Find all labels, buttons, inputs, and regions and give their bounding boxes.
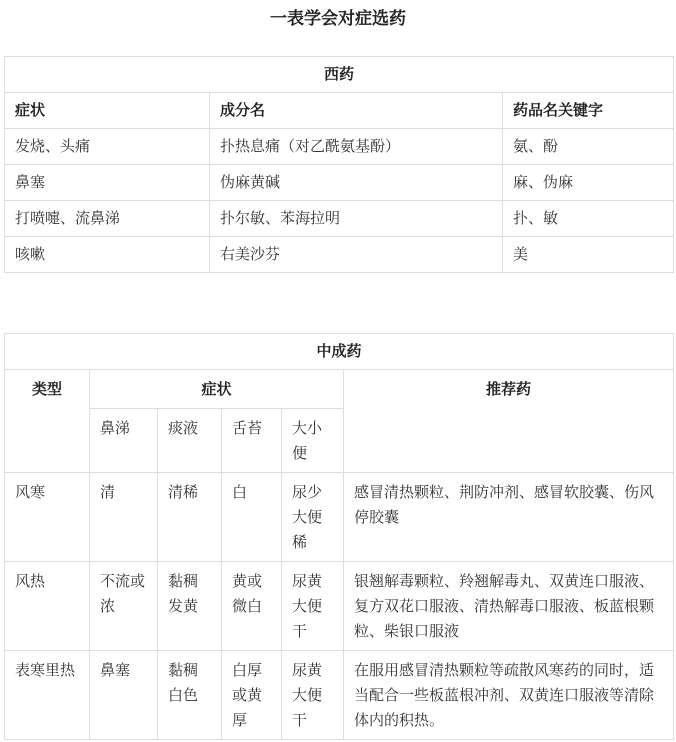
cell-nasal: 清 [90, 473, 158, 562]
cell-type: 风热 [5, 562, 90, 651]
table-header-row [5, 93, 674, 129]
cell-recommend: 银翘解毒颗粒、羚翘解毒丸、双黄连口服液、复方双花口服液、清热解毒口服液、板蓝根颗粒、柴银口服液 [344, 562, 674, 651]
cell-excretion: 尿黄大便干 [282, 651, 344, 740]
table-caption-row [5, 334, 674, 370]
cell-keyword: 麻、伪麻 [503, 165, 674, 201]
cell-tongue: 白 [222, 473, 282, 562]
subheader-nasal: 鼻涕 [90, 409, 158, 473]
header-symptom: 症状 [5, 93, 210, 129]
western-medicine-table [4, 56, 674, 273]
subheader-phlegm: 痰液 [158, 409, 222, 473]
table-row [5, 165, 674, 201]
cell-tongue: 白厚或黄厚 [222, 651, 282, 740]
cell-excretion: 尿黄大便干 [282, 562, 344, 651]
cell-nasal: 不流或浓 [90, 562, 158, 651]
header-recommend: 推荐药 [344, 370, 674, 473]
table-row [5, 201, 674, 237]
table-header-row [5, 370, 674, 409]
cell-recommend: 感冒清热颗粒、荆防冲剂、感冒软胶囊、伤风停胶囊 [344, 473, 674, 562]
table-row [5, 237, 674, 273]
cell-ingredient: 扑热息痛（对乙酰氨基酚） [210, 129, 503, 165]
subheader-tongue: 舌苔 [222, 409, 282, 473]
cell-ingredient: 右美沙芬 [210, 237, 503, 273]
cell-keyword: 扑、敏 [503, 201, 674, 237]
cell-phlegm: 黏稠发黄 [158, 562, 222, 651]
cell-symptom: 发烧、头痛 [5, 129, 210, 165]
cell-keyword: 氨、酚 [503, 129, 674, 165]
cell-symptom: 咳嗽 [5, 237, 210, 273]
header-keyword: 药品名关键字 [503, 93, 674, 129]
chinese-medicine-table [4, 333, 674, 740]
header-ingredient: 成分名 [210, 93, 503, 129]
cell-tongue: 黄或微白 [222, 562, 282, 651]
cell-type: 风寒 [5, 473, 90, 562]
cell-excretion: 尿少大便稀 [282, 473, 344, 562]
table-row [5, 562, 674, 651]
cell-ingredient: 伪麻黄碱 [210, 165, 503, 201]
table-row [5, 651, 674, 740]
cell-phlegm: 清稀 [158, 473, 222, 562]
cell-ingredient: 扑尔敏、苯海拉明 [210, 201, 503, 237]
table-caption-row [5, 57, 674, 93]
table-row [5, 129, 674, 165]
western-caption: 西药 [5, 57, 674, 93]
cell-nasal: 鼻塞 [90, 651, 158, 740]
cell-symptom: 鼻塞 [5, 165, 210, 201]
table-row [5, 473, 674, 562]
cell-keyword: 美 [503, 237, 674, 273]
chinese-caption: 中成药 [5, 334, 674, 370]
cell-recommend: 在服用感冒清热颗粒等疏散风寒药的同时，适当配合一些板蓝根冲剂、双黄连口服液等清除体内的积热。 [344, 651, 674, 740]
page-title: 一表学会对症选药 [270, 9, 406, 29]
cell-symptom: 打喷嚏、流鼻涕 [5, 201, 210, 237]
subheader-excretion: 大小便 [282, 409, 344, 473]
header-symptom: 症状 [90, 370, 344, 409]
header-type: 类型 [5, 370, 90, 473]
cell-phlegm: 黏稠白色 [158, 651, 222, 740]
cell-type: 表寒里热 [5, 651, 90, 740]
